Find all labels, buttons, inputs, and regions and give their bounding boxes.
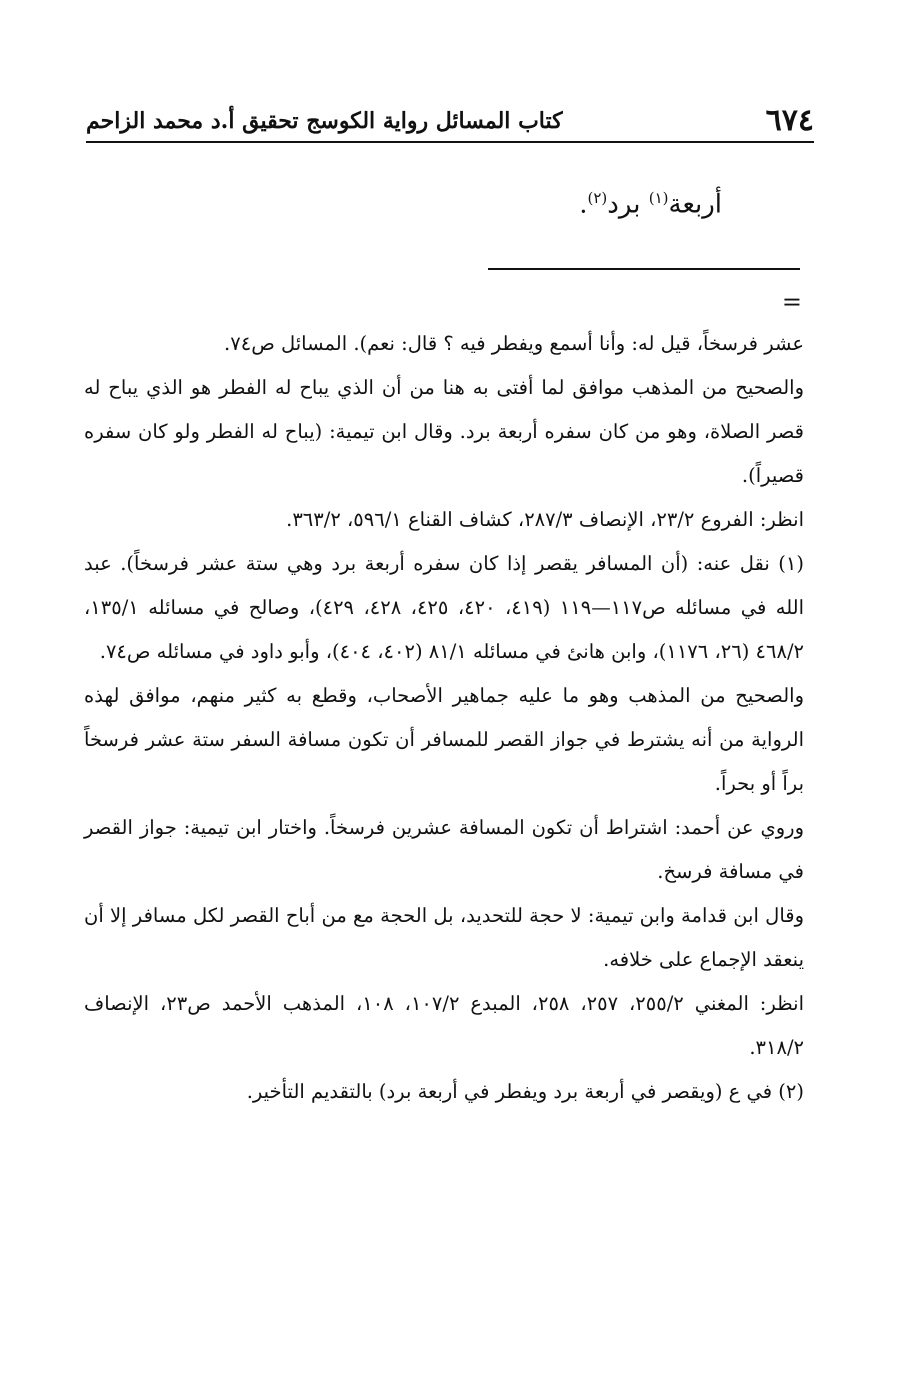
footnote-paragraph: انظر: المغني ٢٥٥/٢، ٢٥٧، ٢٥٨، المبدع ١٠٧/٢، ١٠٨، المذهب الأحمد ص٢٣، الإنصاف ٣١٨/٢. [84, 992, 804, 1059]
footnote-2: (٢) في ع (ويقصر في أربعة برد ويفطر في أربعة برد) بالتقديم التأخير. [246, 1080, 804, 1103]
footnote-rule [488, 268, 800, 270]
main-text [579, 178, 722, 225]
footnote-paragraph: وروي عن أحمد: اشتراط أن تكون المسافة عشرين فرسخاً. واختار ابن تيمية: جواز القصر في مسافة فرسخ. [84, 816, 804, 883]
running-header [86, 92, 814, 136]
footnote-paragraph: والصحيح من المذهب وهو ما عليه جماهير الأصحاب، وقطع به كثير منهم، موافق لهذه الرواية من أنه يشترط في جواز القصر للمسافر أن تكون مسافة السفر ستة عشر فرسخاً براً أو بحراً. [84, 684, 804, 795]
footnote-1: (١) نقل عنه: (أن المسافر يقصر إذا كان سفره أربعة برد وهي ستة عشر فرسخاً). عبد الله في مسائله ص١١٧—١١٩ (٤١٩، ٤٢٠، ٤٢٥، ٤٢٨، ٤٢٩)، وصالح في مسائله ١٣٥/١، ٤٦٨/٢ (٢٦، ١١٧٦)، وابن هانئ في مسائله ٨١/١ (٤٠٢، ٤٠٤)، وأبو داود في مسائله ص٧٤. [84, 552, 805, 663]
footnote-paragraph: والصحيح من المذهب موافق لما أفتى به هنا من أن الذي يباح له الفطر هو الذي يباح له قصر الصلاة، وهو من كان سفره أربعة برد. وقال ابن تيمية: (يباح له الفطر ولو كان سفره قصيراً). [84, 376, 804, 487]
header-rule [86, 141, 814, 143]
continuation-mark: = [781, 288, 802, 316]
footnote-paragraph: انظر: الفروع ٢٣/٢، الإنصاف ٢٨٧/٣، كشاف القناع ٥٩٦/١، ٣٦٣/٢. [286, 508, 804, 531]
main-text-end: . [579, 189, 588, 220]
main-text-word: أربعة [668, 189, 722, 220]
footnote-paragraph: عشر فرسخاً، قيل له: وأنا أسمع ويفطر فيه ؟ قال: نعم). المسائل ص٧٤. [224, 332, 804, 355]
book-title: كتاب المسائل رواية الكوسج تحقيق أ.د محمد الزاحم [86, 107, 563, 134]
page-number: ٦٧٤ [765, 103, 814, 138]
footnotes [84, 322, 804, 1114]
footnote-ref-2: (٢) [587, 189, 608, 207]
main-text-word: برد [607, 189, 649, 220]
footnote-paragraph: وقال ابن قدامة وابن تيمية: لا حجة للتحديد، بل الحجة مع من أباح القصر لكل مسافر إلا أن ينعقد الإجماع على خلافه. [84, 904, 804, 971]
footnote-ref-1: (١) [648, 189, 669, 207]
